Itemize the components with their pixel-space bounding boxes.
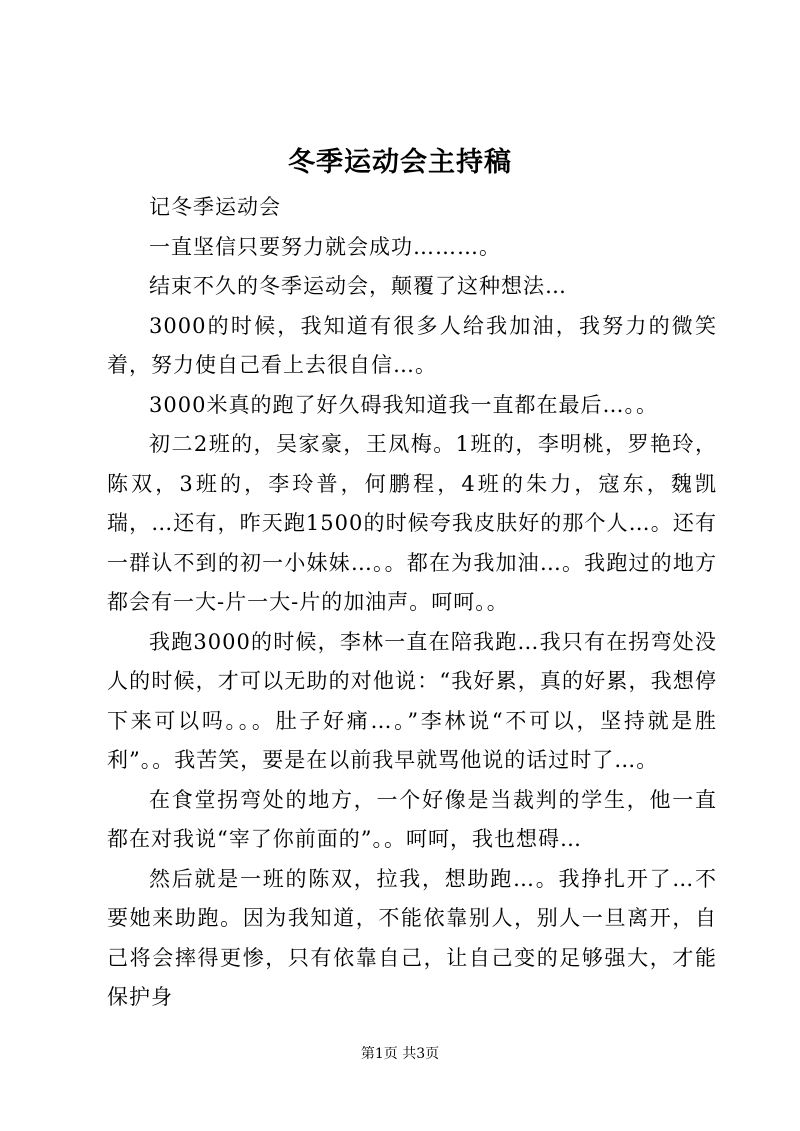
page-footer: 第1页 共3页 xyxy=(360,1046,440,1062)
paragraph: 记冬季运动会 xyxy=(149,195,281,219)
paragraph: 一直坚信只要努力就会成功………。 xyxy=(149,234,501,259)
paragraph: 3000的时候，我知道有很多人给我加油，我努力的微笑着，努力使自己看上去很自信…。 xyxy=(107,313,717,377)
paragraph: 结束不久的冬季运动会，颠覆了这种想法… xyxy=(149,274,567,298)
document-title: 冬季运动会主持稿 xyxy=(288,147,512,178)
paragraph: 3000米真的跑了好久碍我知道我一直都在最后…。。 xyxy=(149,392,658,417)
paragraph: 然后就是一班的陈双，拉我，想助跑…。我挣扎开了…不要她来助跑。因为我知道，不能依靠别人，别人一旦离开，自己将会摔得更惨，只有依靠自己，让自己变的足够强大，才能保护身 xyxy=(107,866,717,1009)
document-body xyxy=(107,188,717,1018)
paragraph: 初二2班的，吴家豪，王凤梅。1班的，李明桃，罗艳玲，陈双，3班的，李玲普，何鹏程，4班的朱力，寇东，魏凯瑞，…还有，昨天跑1500的时候夸我皮肤好的那个人…。还有一群认不到的初一小妹妹…。。都在为我加油…。我跑过的地方都会有一大-片一大-片的加油声。呵呵。。 xyxy=(107,432,717,614)
paragraph: 在食堂拐弯处的地方，一个好像是当裁判的学生，他一直都在对我说“宰了你前面的”。。呵呵，我也想碍… xyxy=(107,787,717,851)
paragraph: 我跑3000的时候，李林一直在陪我跑…我只有在拐弯处没人的时候，才可以无助的对他说：“我好累，真的好累，我想停下来可以吗。。。肚子好痛…。”李林说“不可以，坚持就是胜利”。。我苦笑，要是在以前我早就骂他说的话过时了…。 xyxy=(107,629,717,772)
